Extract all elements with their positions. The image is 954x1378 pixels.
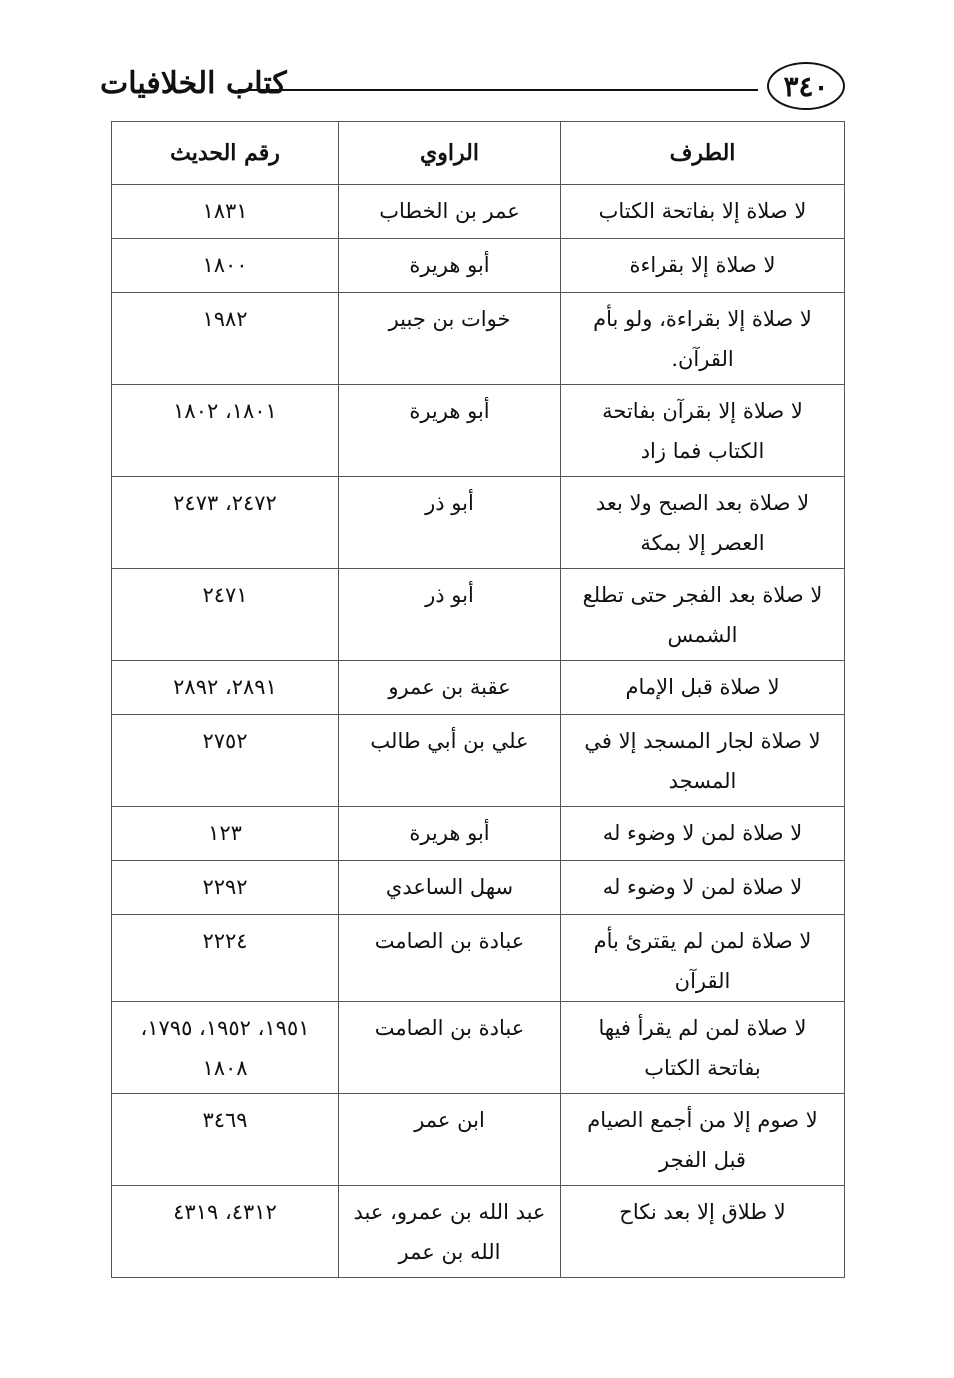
page-number: ٣٤٠ (767, 62, 845, 110)
phrase-cell: لا صلاة لمن لم يقترئ بأم القرآن (561, 915, 845, 1002)
narrator-cell: عقبة بن عمرو (339, 661, 561, 715)
table-row (112, 293, 845, 385)
header-divider (238, 89, 758, 91)
narrator-cell: علي بن أبي طالب (339, 715, 561, 807)
narrator-cell: أبو هريرة (339, 239, 561, 293)
hadith-number-cell: ٣٤٦٩ (112, 1094, 339, 1186)
hadith-number-cell: ١٨٣١ (112, 185, 339, 239)
table-row (112, 477, 845, 569)
phrase-cell: لا صلاة قبل الإمام (561, 661, 845, 715)
phrase-cell: لا صلاة لمن لا وضوء له (561, 807, 845, 861)
narrator-cell: عبادة بن الصامت (339, 915, 561, 1002)
table-row (112, 1002, 845, 1094)
phrase-cell: لا صوم إلا من أجمع الصيام قبل الفجر (561, 1094, 845, 1186)
phrase-cell: لا صلاة إلا بقرآن بفاتحة الكتاب فما زاد (561, 385, 845, 477)
hadith-number-cell: ٢٧٥٢ (112, 715, 339, 807)
narrator-cell: عبادة بن الصامت (339, 1002, 561, 1094)
column-header-phrase: الطرف (561, 122, 845, 185)
hadith-index-table (111, 121, 845, 1278)
phrase-cell: لا صلاة بعد الفجر حتى تطلع الشمس (561, 569, 845, 661)
hadith-number-cell: ٤٣١٢، ٤٣١٩ (112, 1186, 339, 1278)
phrase-cell: لا صلاة لجار المسجد إلا في المسجد (561, 715, 845, 807)
narrator-cell: خوات بن جبير (339, 293, 561, 385)
table-row (112, 715, 845, 807)
table-row (112, 915, 845, 1002)
narrator-cell: أبو ذر (339, 569, 561, 661)
page-header (100, 58, 845, 118)
table-row (112, 239, 845, 293)
hadith-number-cell: ٢٢٩٢ (112, 861, 339, 915)
table-row (112, 385, 845, 477)
hadith-number-cell: ١٢٣ (112, 807, 339, 861)
narrator-cell: عمر بن الخطاب (339, 185, 561, 239)
column-header-number: رقم الحديث (112, 122, 339, 185)
hadith-number-cell: ١٨٠٠ (112, 239, 339, 293)
table-header-row (112, 122, 845, 185)
hadith-number-cell: ١٨٠١، ١٨٠٢ (112, 385, 339, 477)
hadith-number-cell: ٢٤٧١ (112, 569, 339, 661)
phrase-cell: لا صلاة لمن لم يقرأ فيها بفاتحة الكتاب (561, 1002, 845, 1094)
table-row (112, 185, 845, 239)
table-row (112, 861, 845, 915)
table-row (112, 661, 845, 715)
narrator-cell: ابن عمر (339, 1094, 561, 1186)
table-row (112, 1094, 845, 1186)
phrase-cell: لا صلاة إلا بقراءة، ولو بأم القرآن. (561, 293, 845, 385)
phrase-cell: لا طلاق إلا بعد نكاح (561, 1186, 845, 1278)
narrator-cell: سهل الساعدي (339, 861, 561, 915)
table-row (112, 1186, 845, 1278)
hadith-number-cell: ١٩٥١، ١٩٥٢، ١٧٩٥، ١٨٠٨ (112, 1002, 339, 1094)
hadith-number-cell: ٢٤٧٢، ٢٤٧٣ (112, 477, 339, 569)
hadith-number-cell: ٢٨٩١، ٢٨٩٢ (112, 661, 339, 715)
table-row (112, 569, 845, 661)
column-header-narrator: الراوي (339, 122, 561, 185)
narrator-cell: أبو ذر (339, 477, 561, 569)
hadith-number-cell: ١٩٨٢ (112, 293, 339, 385)
hadith-number-cell: ٢٢٢٤ (112, 915, 339, 1002)
narrator-cell: عبد الله بن عمرو، عبد الله بن عمر (339, 1186, 561, 1278)
phrase-cell: لا صلاة بعد الصبح ولا بعد العصر إلا بمكة (561, 477, 845, 569)
table-row (112, 807, 845, 861)
narrator-cell: أبو هريرة (339, 385, 561, 477)
phrase-cell: لا صلاة لمن لا وضوء له (561, 861, 845, 915)
phrase-cell: لا صلاة إلا بفاتحة الكتاب (561, 185, 845, 239)
narrator-cell: أبو هريرة (339, 807, 561, 861)
book-title: كتاب الخلافيات (100, 66, 287, 101)
phrase-cell: لا صلاة إلا بقراءة (561, 239, 845, 293)
